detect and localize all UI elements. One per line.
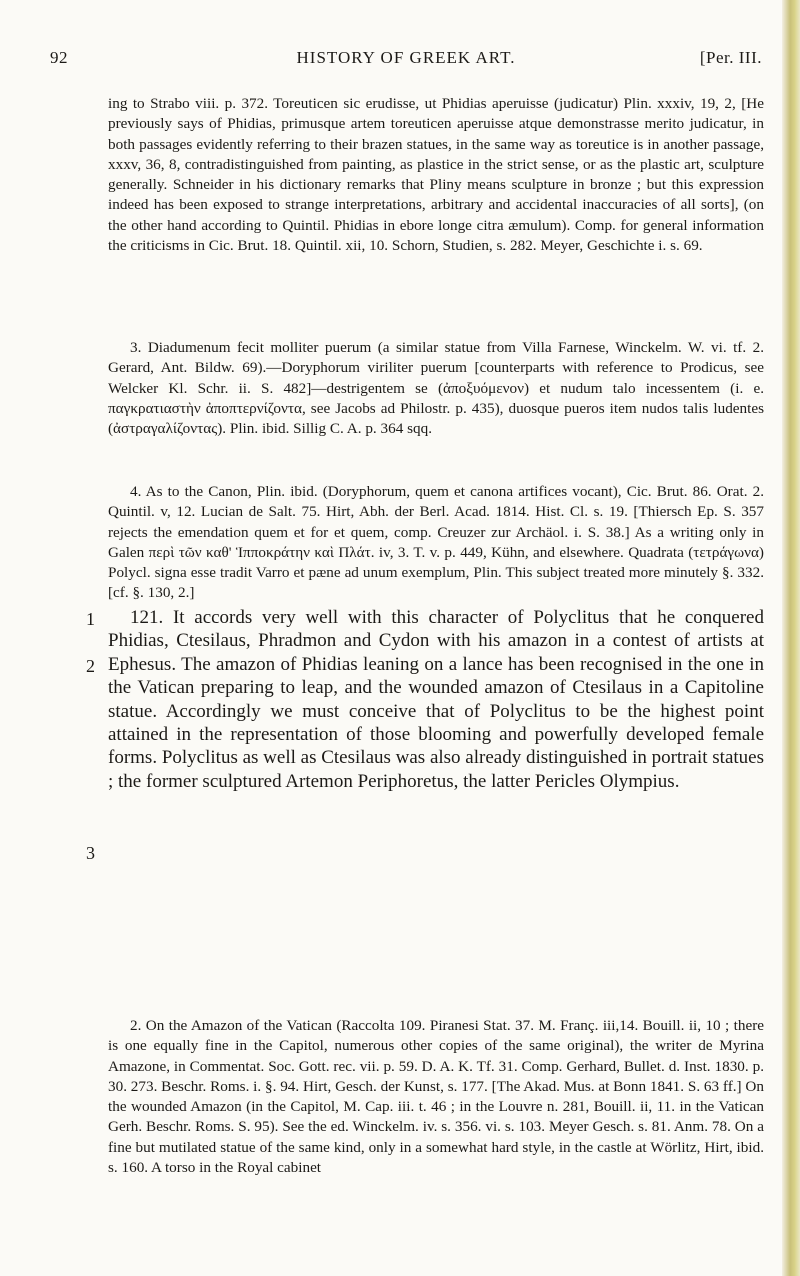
footnote-canon bbox=[108, 482, 764, 604]
page-number: 92 bbox=[50, 48, 68, 67]
note-paragraph: ing to Strabo viii. p. 372. Toreuticen sic erudisse, ut Phidias aperuisse (judicatur) Plin. xxxiv, 19, 2, [He previously says of Phidias, primusque artem toreuticen aperuisse atque demonstrasse merito judicatur, in both passages evidently referring to their brazen statues, in the same way as toreutice is in another passage, xxxv, 36, 8, contradistinguished from painting, as plastice in the strict sense, or as the plastic art, sculpture generally. Schneider in his dictionary remarks that Pliny means sculpture in bronze ; but this expression indeed has been exposed to strange interpretations, arbitrary and accidental inaccuracies of all sorts], (on the other hand according to Quintil. Phidias in ebore longe citra æmulum). Comp. for general information the criticisms in Cic. Brut. 18. Quintil. xii, 10. Schorn, Studien, s. 282. Meyer, Geschichte i. s. 69. bbox=[108, 95, 764, 255]
running-title: HISTORY OF GREEK ART. bbox=[296, 48, 516, 67]
note-paragraph: 2. On the Amazon of the Vatican (Raccolta 109. Piranesi Stat. 37. M. Franç. iii,14. Bouill. ii, 10 ; there is one equally fine in the Capitol, numerous other copies of the same original), the writer de Myrina Amazone, in Commentat. Soc. Gott. rec. vii. p. 59. D. A. K. Tf. 31. Comp. Gerhard, Bullet. d. Inst. 1830. p. 30. 273. Beschr. Roms. i. §. 94. Hirt, Gesch. der Kunst, s. 177. [The Akad. Mus. at Bonn 1841. S. 63 ff.] On the wounded Amazon (in the Capitol, M. Cap. iii. t. 46 ; in the Louvre n. 281, Bouill. ii, 11. in the Vatican Gerh. Beschr. Roms. S. 95). See the ed. Winckelm. iv. s. 356. vi. s. 103. Meyer Gesch. s. 81. Anm. 78. On a fine but mutilated statue of the same kind, only in a somewhat hard style, in the castle at Wörlitz, Hirt, ibid. s. 160. A torso in the Royal cabinet bbox=[108, 1017, 764, 1177]
margin-number: 1 bbox=[86, 609, 95, 629]
footnote-diadumenus bbox=[108, 338, 764, 439]
note-paragraph: 3. Diadumenum fecit molliter puerum (a similar statue from Villa Farnese, Winckelm. W. vi. tf. 2. Gerard, Ant. Bildw. 69).—Doryphorum viriliter puerum [counterparts with reference to Prodicus, see Welcker Kl. Schr. ii. S. 482]—destrigentem se (ἀποξυόμενον) et nudum talo incessentem (i. e. παγκρατιαστὴν ἀποπτερνίζοντα, see Jacobs ad Philostr. p. 435), duosque pueros item nudos talis ludentes (ἀστραγαλίζοντας). Plin. ibid. Sillig C. A. p. 364 sqq. bbox=[108, 339, 764, 438]
note-paragraph: 4. As to the Canon, Plin. ibid. (Doryphorum, quem et canona artifices vocant), Cic. Brut. 86. Orat. 2. Quintil. v, 12. Lucian de Salt. 75. Hirt, Abh. der Berl. Acad. 1814. Hist. Cl. s. 19. [Thiersch Ep. S. 357 rejects the emendation quem et for et quem, comp. Creuzer zur Archäol. i. S. 38.] As a writing only in Galen περὶ τῶν καθ' Ἱπποκράτην καὶ Πλάτ. iv, 3. T. v. p. 449, Kühn, and elsewhere. Quadrata (τετράγωνα) Polycl. signa esse tradit Varro et pæne ad unum exemplum, Plin. This subject treated more minutely §. 332. [cf. §. 130, 2.] bbox=[108, 483, 764, 602]
footnote-continuation bbox=[108, 94, 764, 256]
running-header bbox=[50, 48, 762, 72]
footnote-amazon bbox=[108, 1016, 764, 1178]
margin-number: 3 bbox=[86, 843, 95, 863]
section-121 bbox=[108, 606, 764, 793]
page-edge-shadow bbox=[782, 0, 800, 1276]
margin-number: 2 bbox=[86, 656, 95, 676]
section-paragraph: 121. It accords very well with this character of Polyclitus that he conquered Phidias, Ctesilaus, Phradmon and Cydon with his amazon in a contest of artists at Ephesus. The amazon of Phidias leaning on a lance has been recognised in the one in the Vatican preparing to leap, and the wounded amazon of Ctesilaus in a Capitoline statue. Accordingly we must conceive that of Polyclitus to be the highest point attained in the representation of those blooming and powerfully developed female forms. Polyclitus as well as Ctesilaus was also already distinguished in portrait statues ; the former sculptured Artemon Periphoretus, the latter Pericles Olympius. bbox=[108, 607, 764, 792]
part-indicator: [Per. III. bbox=[699, 48, 762, 67]
